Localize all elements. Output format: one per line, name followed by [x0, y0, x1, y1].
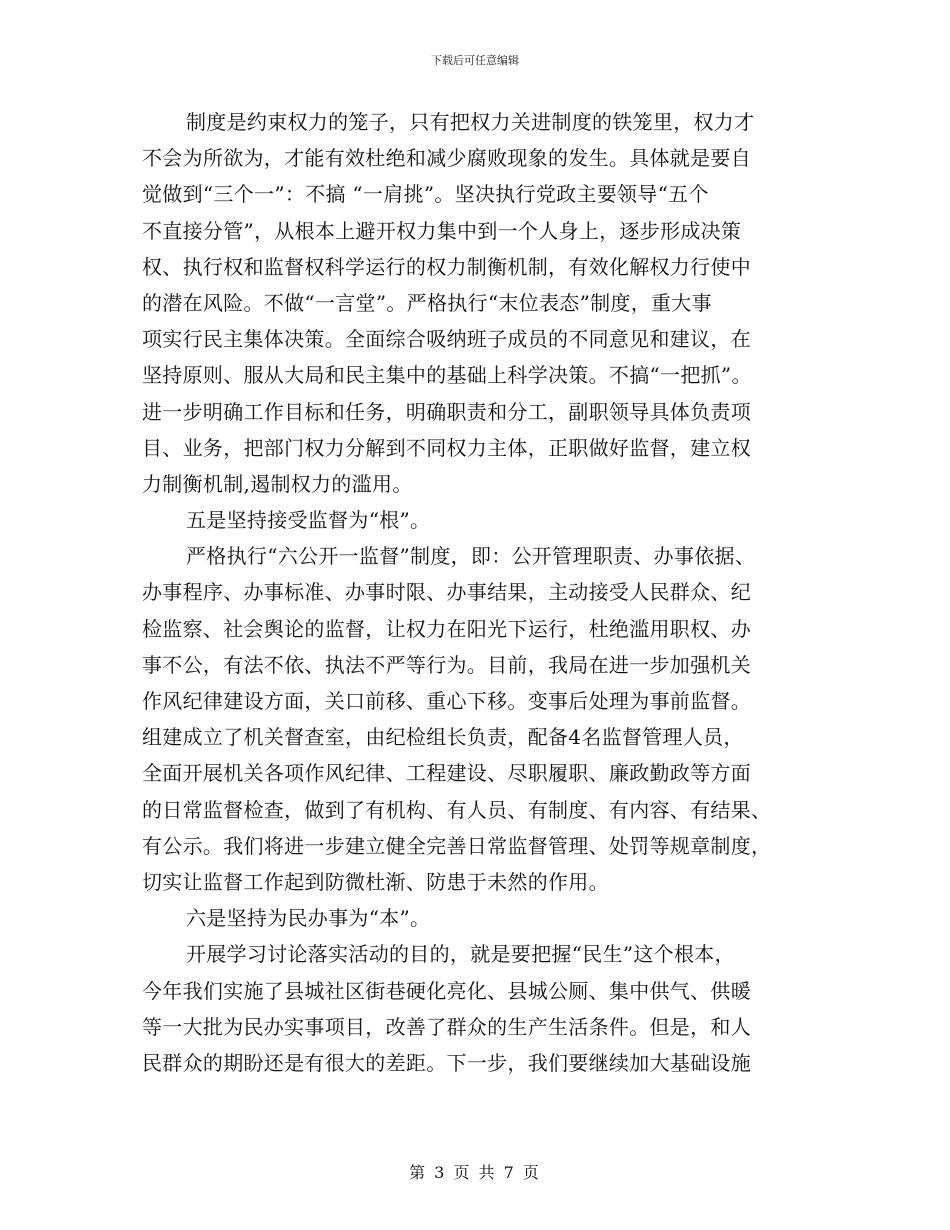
- text-line: 坚持原则、服从大局和民主集中的基础上科学决策。不搞“一把抓”。: [142, 363, 752, 388]
- text-line: 目、业务，把部门权力分解到不同权力主体，正职做好监督，建立权: [142, 435, 751, 460]
- text-line: 今年我们实施了县城社区街巷硬化亮化、县城公厕、集中供气、供暖: [142, 978, 751, 1003]
- text-line: 的潜在风险。不做“一言堂”。严格执行“末位表态”制度，重大事: [142, 290, 712, 315]
- text-line: 全面开展机关各项作风纪律、工程建设、尽职履职、廉政勤政等方面: [142, 761, 751, 786]
- text-line: 项实行民主集体决策。全面综合吸纳班子成员的不同意见和建议，在: [142, 327, 751, 352]
- text-line: 等一大批为民办实事项目，改善了群众的生产生活条件。但是，和人: [142, 1014, 751, 1039]
- body-text: [142, 104, 822, 1081]
- text-line: 严格执行“六公开一监督”制度，即：公开管理职责、办事依据、: [186, 544, 756, 569]
- text-line: 不直接分管”，从根本上避开权力集中到一个人身上，逐步形成决策: [142, 218, 742, 243]
- text-line: 民群众的期盼还是有很大的差距。下一步，我们要继续加大基础设施: [142, 1050, 751, 1075]
- text-line: 进一步明确工作目标和任务，明确职责和分工，副职领导具体负责项: [142, 399, 751, 424]
- text-line: 开展学习讨论落实活动的目的，就是要把握“民生”这个根本，: [186, 942, 735, 967]
- text-line: 五是坚持接受监督为“根”。: [186, 508, 431, 533]
- text-line: 制度是约束权力的笼子，只有把权力关进制度的铁笼里，权力才: [186, 110, 755, 134]
- page-footer: 第 3 页 共 7 页: [409, 1163, 541, 1182]
- text-line: 切实让监督工作起到防微杜渐、防患于未然的作用。: [142, 869, 609, 894]
- text-line: 的日常监督检查，做到了有机构、有人员、有制度、有内容、有结果、: [142, 797, 772, 822]
- text-line: 组建成立了机关督查室，由纪检组长负责，配备4名监督管理人员，: [142, 725, 744, 750]
- text-line: 六是坚持为民办事为“本”。: [186, 906, 431, 931]
- page-header: 下载后可任意编辑: [431, 54, 519, 67]
- text-line: 权、执行权和监督权科学运行的权力制衡机制，有效化解权力行使中: [142, 254, 751, 279]
- text-line: 作风纪律建设方面，关口前移、重心下移。变事后处理为事前监督。: [142, 689, 751, 713]
- text-line: 不会为所欲为，才能有效杜绝和减少腐败现象的发生。具体就是要自: [142, 146, 751, 171]
- text-line: 事不公，有法不依、执法不严等行为。目前，我局在进一步加强机关: [142, 652, 751, 677]
- text-line: 检监察、社会舆论的监督，让权力在阳光下运行，杜绝滥用职权、办: [142, 616, 751, 641]
- text-line: 办事程序、办事标准、办事时限、办事结果，主动接受人民群众、纪: [142, 580, 751, 605]
- text-line: 觉做到“三个一”：不搞 “一肩挑”。坚决执行党政主要领导“五个: [142, 182, 709, 207]
- text-line: 力制衡机制,遏制权力的滥用。: [142, 471, 413, 496]
- text-line: 有公示。我们将进一步建立健全完善日常监督管理、处罚等规章制度，: [142, 833, 772, 858]
